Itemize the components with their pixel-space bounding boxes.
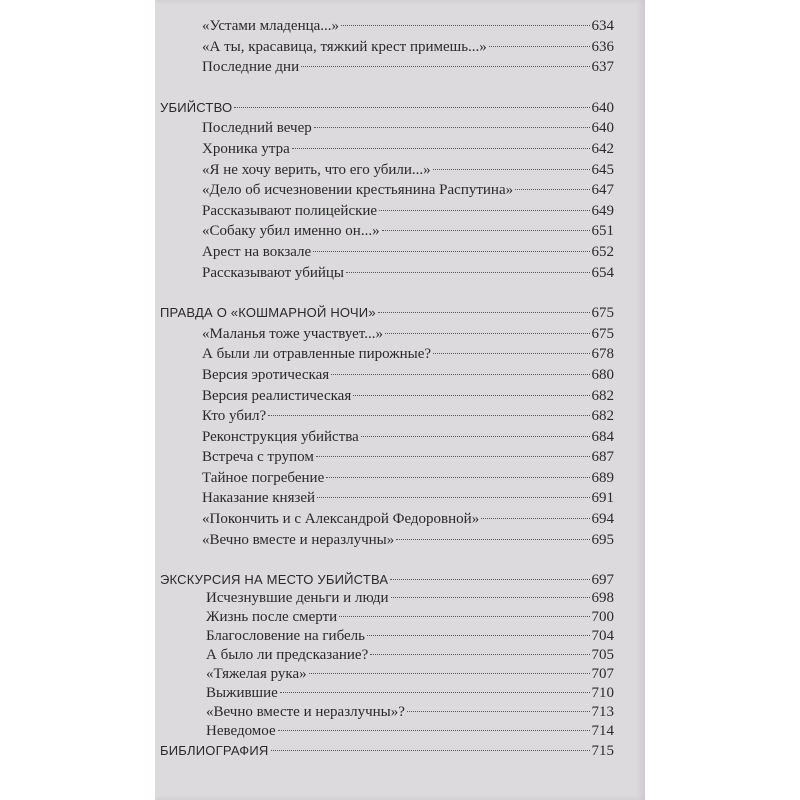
toc-entry-page: 687 (591, 449, 614, 466)
toc-entry-title: А были ли отравленные пирожные? (202, 346, 432, 363)
dot-leader (326, 477, 589, 478)
toc-entry-page: 652 (591, 243, 614, 260)
toc-entry (160, 530, 614, 551)
toc-entry-title: БИБЛИОГРАФИЯ (160, 743, 269, 759)
toc-entry (160, 722, 614, 741)
toc-entry-title: Рассказывают убийцы (202, 264, 344, 281)
dot-leader (346, 272, 590, 273)
dot-leader (515, 189, 589, 190)
toc-entry (160, 37, 614, 58)
toc-entry (160, 684, 614, 703)
toc-entry-page: 645 (591, 161, 614, 178)
toc-entry-title: Арест на вокзале (202, 243, 312, 260)
toc-entry-page: 707 (591, 666, 614, 683)
dot-leader (313, 251, 589, 252)
toc-entry-title: «Тяжелая рука» (206, 666, 307, 683)
dot-leader (391, 597, 590, 598)
toc-entry-page: 647 (591, 182, 614, 199)
toc-entry-page: 689 (591, 469, 614, 486)
toc-entry (160, 242, 614, 263)
toc-entry-page: 682 (591, 387, 614, 404)
dot-leader (385, 333, 590, 334)
dot-leader (271, 750, 590, 751)
table-of-contents (160, 16, 614, 782)
dot-leader (331, 374, 589, 375)
toc-entry-page: 640 (591, 120, 614, 137)
dot-leader (280, 692, 590, 693)
toc-entry (160, 324, 614, 345)
toc-entry-page: 715 (591, 743, 614, 760)
toc-entry-page: 649 (591, 202, 614, 219)
dot-leader (379, 210, 589, 211)
dot-leader (407, 711, 590, 712)
toc-entry-title: Тайное погребение (202, 469, 325, 486)
toc-entry-title: УБИЙСТВО (160, 99, 233, 115)
dot-leader (370, 654, 589, 655)
toc-entry-page: 705 (591, 647, 614, 664)
dot-leader (317, 497, 589, 498)
toc-entry (160, 386, 614, 407)
dot-leader (278, 730, 590, 731)
toc-entry-page: 704 (591, 628, 614, 645)
toc-entry-title: «Маланья тоже участвует...» (202, 325, 383, 342)
dot-leader (396, 539, 589, 540)
toc-entry-title: Выжившие (206, 685, 278, 702)
toc-entry (160, 365, 614, 386)
toc-entry-title: «Покончить и с Александрой Федоровной» (202, 511, 480, 528)
toc-entry (160, 160, 614, 181)
dot-leader (361, 436, 590, 437)
toc-entry (160, 118, 614, 139)
toc-entry-title: Рассказывают полицейские (202, 202, 378, 219)
dot-leader (339, 616, 589, 617)
toc-entry-page: 700 (591, 609, 614, 626)
toc-entry-title: «Устами младенца...» (202, 18, 340, 34)
toc-entry-page: 710 (591, 685, 614, 702)
toc-entry-title: «Вечно вместе и неразлучны» (202, 531, 395, 548)
toc-entry-title: Благословение на гибель (206, 628, 366, 645)
toc-entry-title: Последние дни (202, 59, 300, 76)
toc-entry-title: «Дело об исчезновении крестьянина Распутина» (202, 182, 514, 199)
toc-section (160, 741, 614, 762)
toc-entry-title: А было ли предсказание? (206, 647, 369, 664)
toc-entry-page: 713 (591, 704, 614, 721)
toc-entry-page: 682 (591, 408, 614, 425)
dot-leader (489, 46, 590, 47)
dot-leader (234, 107, 589, 108)
dot-leader (268, 415, 589, 416)
toc-entry-title: «Я не хочу верить, что его убили...» (202, 161, 431, 178)
dot-leader (433, 169, 590, 170)
toc-section (160, 16, 614, 78)
toc-entry (160, 16, 614, 37)
toc-entry-title: Хроника утра (202, 140, 290, 157)
toc-entry (160, 263, 614, 284)
toc-entry-page: 714 (591, 723, 614, 740)
dot-leader (382, 230, 590, 231)
toc-entry-page: 675 (591, 325, 614, 342)
toc-entry (160, 703, 614, 722)
toc-entry-page: 691 (591, 490, 614, 507)
toc-entry-title: «А ты, красавица, тяжкий крест примешь...» (202, 38, 487, 55)
toc-section-heading (160, 570, 614, 589)
toc-entry (160, 488, 614, 509)
dot-leader (341, 25, 589, 26)
toc-entry (160, 344, 614, 365)
dot-leader (433, 353, 589, 354)
toc-section (160, 570, 614, 741)
toc-entry-title: Версия реалистическая (202, 387, 352, 404)
toc-entry (160, 221, 614, 242)
dot-leader (316, 456, 590, 457)
dot-leader (378, 312, 590, 313)
toc-entry (160, 646, 614, 665)
toc-entry-title: «Вечно вместе и неразлучны»? (206, 704, 405, 721)
toc-entry-page: 680 (591, 366, 614, 383)
toc-entry-title: Версия эротическая (202, 366, 330, 383)
toc-entry-page: 640 (591, 99, 614, 116)
dot-leader (301, 66, 589, 67)
toc-section (160, 303, 614, 550)
toc-entry-page: 634 (591, 18, 614, 34)
toc-section-heading (160, 741, 614, 762)
dot-leader (481, 518, 589, 519)
toc-entry (160, 201, 614, 222)
toc-entry-title: Наказание князей (202, 490, 316, 507)
toc-section-heading (160, 303, 614, 324)
dot-leader (314, 127, 590, 128)
toc-entry (160, 447, 614, 468)
toc-entry-title: «Собаку убил именно он...» (202, 223, 380, 240)
dot-leader (309, 673, 590, 674)
toc-entry (160, 627, 614, 646)
toc-entry-page: 654 (591, 264, 614, 281)
toc-entry-page: 684 (591, 428, 614, 445)
toc-entry (160, 468, 614, 489)
toc-entry-title: Встреча с трупом (202, 449, 314, 466)
toc-entry (160, 406, 614, 427)
toc-entry-title: Последний вечер (202, 120, 312, 137)
toc-entry-page: 637 (591, 59, 614, 76)
toc-entry-page: 697 (591, 572, 614, 589)
toc-entry-page: 642 (591, 140, 614, 157)
toc-entry-page: 698 (591, 590, 614, 607)
dot-leader (292, 148, 590, 149)
toc-entry-title: ПРАВДА О «КОШМАРНОЙ НОЧИ» (160, 305, 376, 321)
toc-section (160, 98, 614, 283)
toc-entry-page: 694 (591, 511, 614, 528)
toc-entry-page: 636 (591, 38, 614, 55)
toc-entry-page: 675 (591, 305, 614, 322)
toc-entry-page: 695 (591, 531, 614, 548)
dot-leader (390, 579, 589, 580)
toc-entry-title: Жизнь после смерти (206, 609, 338, 626)
dot-leader (353, 395, 589, 396)
toc-entry-page: 651 (591, 223, 614, 240)
toc-entry (160, 427, 614, 448)
toc-entry-title: ЭКСКУРСИЯ НА МЕСТО УБИЙСТВА (160, 572, 389, 588)
toc-entry-page: 678 (591, 346, 614, 363)
toc-entry (160, 665, 614, 684)
toc-entry (160, 608, 614, 627)
toc-entry-title: Кто убил? (202, 408, 267, 425)
toc-entry (160, 589, 614, 608)
dot-leader (367, 635, 589, 636)
toc-section-heading (160, 98, 614, 119)
toc-entry-title: Исчезнувшие деньги и люди (206, 590, 389, 607)
toc-entry-title: Реконструкция убийства (202, 428, 359, 445)
toc-entry (160, 180, 614, 201)
toc-entry (160, 509, 614, 530)
toc-entry (160, 57, 614, 78)
toc-entry-title: Неведомое (206, 723, 276, 740)
toc-entry (160, 139, 614, 160)
